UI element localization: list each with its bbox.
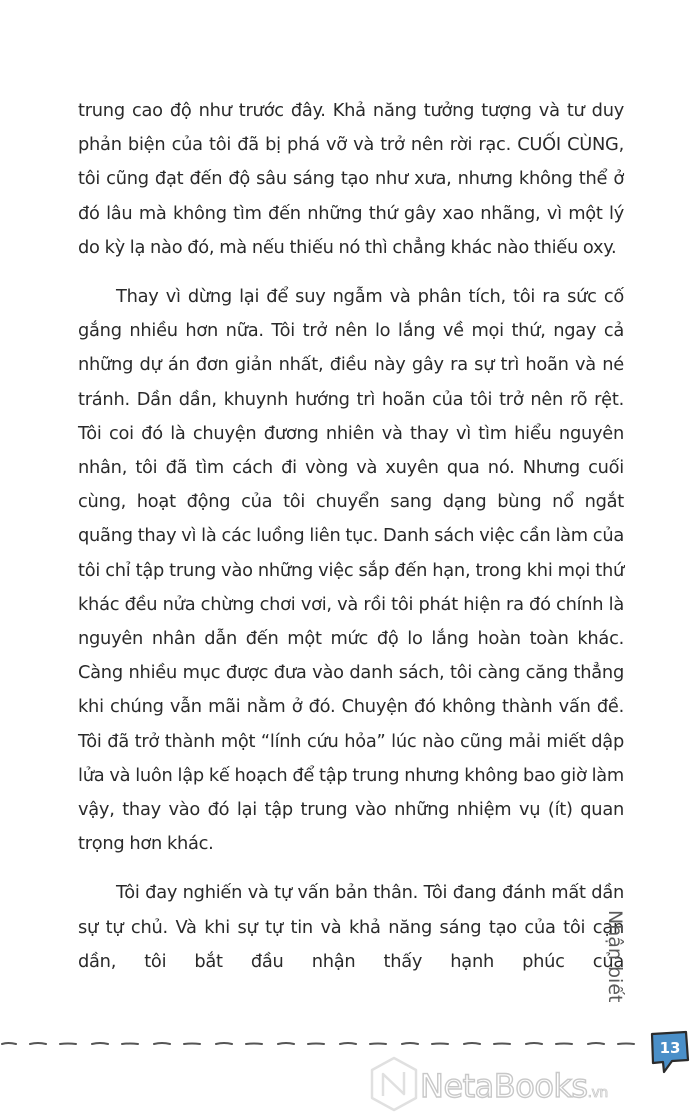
paragraph-3: Tôi đay nghiến và tự vấn bản thân. Tôi đang đánh mất dần sự tự chủ. Và khi sự tự tin và khả năng sáng tạo của tôi cạn dần, tôi bắt đầu nhận thấy hạnh phúc của <box>78 882 624 972</box>
watermark-suffix: .vn <box>587 1085 608 1101</box>
page-body <box>78 94 624 979</box>
paragraph-2: Thay vì dừng lại để suy ngẫm và phân tích, tôi ra sức cố gắng nhiều hơn nữa. Tôi trở nên lo lắng về mọi thứ, ngay cả những dự án đơn giản nhất, điều này gây ra sự trì hoãn và né tránh. Dần dần, khuynh hướng trì hoãn của tôi trở nên rõ rệt. Tôi coi đó là chuyện đương nhiên và thay vì tìm hiểu nguyên nhân, tôi đã tìm cách đi vòng và xuyên qua nó. Nhưng cuối cùng, hoạt động của tôi chuyển sang dạng bùng nổ ngắt quãng thay vì là các luồng liên tục. Danh sách việc cần làm của tôi chỉ tập trung vào những việc sắp đến hạn, trong khi mọi thứ khác đều nửa chừng chơi vơi, và rồi tôi phát hiện ra đó chính là nguyên nhân dẫn đến một mức độ lo lắng hoàn toàn khác. Càng nhiều mục được đưa vào danh sách, tôi càng căng thẳng khi chúng vẫn mãi nằm ở đó. Chuyện đó không thành vấn đề. Tôi đã trở thành một “lính cứu hỏa” lúc nào cũng mải miết dập lửa và luôn lập kế hoạch để tập trung nhưng không bao giờ làm vậy, thay vào đó lại tập trung vào những nhiệm vụ (ít) quan trọng hơn khác. <box>78 286 624 855</box>
dashed-divider <box>0 1032 660 1052</box>
watermark-brand: NetaBooks <box>420 1067 588 1105</box>
watermark-text <box>420 1066 608 1113</box>
paragraph-1: trung cao độ như trước đây. Khả năng tưởng tượng và tư duy phản biện của tôi đã bị phá vỡ và trở nên rời rạc. CUỐI CÙNG, tôi cũng đạt đến độ sâu sáng tạo như xưa, nhưng không thể ở đó lâu mà không tìm đến những thứ gây xao nhãng, vì một lý do kỳ lạ nào đó, mà nếu thiếu nó thì chẳng khác nào thiếu oxy. <box>78 100 624 258</box>
page-number: 13 <box>659 1039 681 1057</box>
chapter-side-label: Nhận biết <box>604 910 626 1003</box>
